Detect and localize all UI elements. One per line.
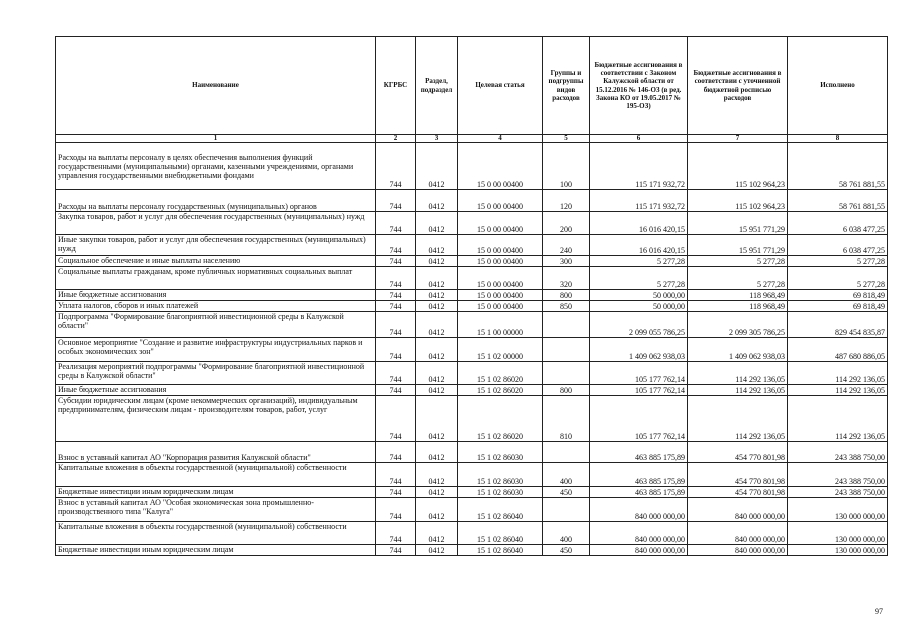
row-name: Реализация мероприятий подпрограммы "Формирование благоприятной инвестиционной среды в Калужской области" [56,362,376,385]
row-group [543,442,590,463]
row-group: 320 [543,267,590,290]
table-row [56,338,888,362]
row-refined: 454 770 801,98 [688,463,788,487]
row-section: 0412 [416,312,458,338]
row-executed: 69 818,49 [788,290,888,301]
table-row [56,498,888,522]
row-name: Капитальные вложения в объекты государственной (муниципальной) собственности [56,463,376,487]
row-kgrbs: 744 [376,290,416,301]
row-group: 240 [543,235,590,256]
row-article: 15 0 00 00400 [458,290,543,301]
row-executed: 487 680 886,05 [788,338,888,362]
column-number: 2 [376,135,416,143]
row-kgrbs: 744 [376,463,416,487]
budget-report-sheet [55,36,887,556]
row-name: Расходы на выплаты персоналу государственных (муниципальных) органов [56,190,376,212]
row-section: 0412 [416,190,458,212]
row-plan: 105 177 762,14 [590,385,688,396]
row-name: Подпрограмма "Формирование благоприятной инвестиционной среды в Калужской области" [56,312,376,338]
row-name: Закупка товаров, работ и услуг для обеспечения государственных (муниципальных) нужд [56,212,376,235]
row-plan: 840 000 000,00 [590,545,688,556]
row-article: 15 1 02 86020 [458,385,543,396]
row-name: Иные бюджетные ассигнования [56,290,376,301]
row-section: 0412 [416,442,458,463]
table-row [56,301,888,312]
row-name: Социальные выплаты гражданам, кроме публичных нормативных социальных выплат [56,267,376,290]
row-executed: 114 292 136,05 [788,385,888,396]
row-name: Основное мероприятие "Создание и развитие инфраструктуры индустриальных парков и особых экономических зон" [56,338,376,362]
row-refined: 2 099 305 786,25 [688,312,788,338]
header-kgrbs: КГРБС [376,37,416,135]
row-refined: 5 277,28 [688,256,788,267]
row-article: 15 1 02 86030 [458,442,543,463]
row-name: Капитальные вложения в объекты государственной (муниципальной) собственности [56,522,376,545]
row-kgrbs: 744 [376,267,416,290]
row-name: Взнос в уставный капитал АО "Особая экономическая зона промышленно-производственного типа "Калуга" [56,498,376,522]
row-kgrbs: 744 [376,385,416,396]
row-executed: 243 388 750,00 [788,442,888,463]
row-plan: 840 000 000,00 [590,498,688,522]
column-number: 1 [56,135,376,143]
row-group: 100 [543,143,590,190]
row-section: 0412 [416,522,458,545]
column-number: 7 [688,135,788,143]
row-executed: 130 000 000,00 [788,545,888,556]
table-row [56,143,888,190]
row-group: 300 [543,256,590,267]
row-name: Уплата налогов, сборов и иных платежей [56,301,376,312]
table-row [56,190,888,212]
row-article: 15 0 00 00400 [458,212,543,235]
row-plan: 840 000 000,00 [590,522,688,545]
row-kgrbs: 744 [376,442,416,463]
row-executed: 5 277,28 [788,256,888,267]
row-refined: 15 951 771,29 [688,212,788,235]
row-section: 0412 [416,301,458,312]
row-executed: 114 292 136,05 [788,396,888,442]
row-executed: 58 761 881,55 [788,143,888,190]
row-name: Бюджетные инвестиции иным юридическим лицам [56,545,376,556]
row-plan: 463 885 175,89 [590,487,688,498]
row-article: 15 0 00 00400 [458,301,543,312]
row-article: 15 1 02 86030 [458,463,543,487]
row-article: 15 1 02 86020 [458,396,543,442]
table-row [56,267,888,290]
table-row [56,385,888,396]
row-refined: 115 102 964,23 [688,143,788,190]
table-row [56,290,888,301]
row-section: 0412 [416,396,458,442]
row-executed: 6 038 477,25 [788,235,888,256]
row-plan: 16 016 420,15 [590,212,688,235]
column-number-row [56,135,888,143]
row-section: 0412 [416,212,458,235]
row-section: 0412 [416,267,458,290]
row-refined: 118 968,49 [688,290,788,301]
row-plan: 105 177 762,14 [590,396,688,442]
row-plan: 50 000,00 [590,290,688,301]
row-kgrbs: 744 [376,190,416,212]
row-article: 15 1 02 86020 [458,362,543,385]
row-group [543,338,590,362]
row-plan: 115 171 932,72 [590,190,688,212]
table-row [56,396,888,442]
row-section: 0412 [416,385,458,396]
row-plan: 5 277,28 [590,267,688,290]
row-article: 15 1 02 86030 [458,487,543,498]
row-refined: 118 968,49 [688,301,788,312]
header-executed: Исполнено [788,37,888,135]
table-body [56,143,888,556]
column-number: 8 [788,135,888,143]
row-section: 0412 [416,487,458,498]
row-name: Иные бюджетные ассигнования [56,385,376,396]
row-article: 15 0 00 00400 [458,143,543,190]
row-refined: 5 277,28 [688,267,788,290]
row-group: 850 [543,301,590,312]
row-refined: 114 292 136,05 [688,385,788,396]
row-executed: 130 000 000,00 [788,522,888,545]
row-executed: 243 388 750,00 [788,463,888,487]
row-section: 0412 [416,362,458,385]
row-article: 15 1 00 00000 [458,312,543,338]
row-group [543,312,590,338]
row-kgrbs: 744 [376,362,416,385]
column-number: 6 [590,135,688,143]
row-executed: 58 761 881,55 [788,190,888,212]
header-refined-allocations: Бюджетные ассигнования в соответствии с уточненной бюджетной росписью расходов [688,37,788,135]
row-kgrbs: 744 [376,212,416,235]
row-name: Социальное обеспечение и иные выплаты населению [56,256,376,267]
row-kgrbs: 744 [376,522,416,545]
row-refined: 115 102 964,23 [688,190,788,212]
row-plan: 50 000,00 [590,301,688,312]
row-section: 0412 [416,256,458,267]
header-law-allocations: Бюджетные ассигнования в соответствии с Законом Калужской области от 15.12.2016 № 146-ОЗ (в ред. Закона КО от 19.05.2017 № 195-ОЗ) [590,37,688,135]
row-group: 450 [543,545,590,556]
row-group: 120 [543,190,590,212]
row-group: 800 [543,290,590,301]
table-row [56,235,888,256]
row-refined: 840 000 000,00 [688,522,788,545]
budget-table [55,36,888,556]
row-plan: 1 409 062 938,03 [590,338,688,362]
row-executed: 69 818,49 [788,301,888,312]
column-number: 4 [458,135,543,143]
header-expense-group: Группы и подгруппы видов расходов [543,37,590,135]
table-row [56,312,888,338]
row-refined: 840 000 000,00 [688,545,788,556]
row-group: 200 [543,212,590,235]
table-row [56,522,888,545]
row-group: 400 [543,522,590,545]
row-article: 15 1 02 86040 [458,545,543,556]
row-section: 0412 [416,290,458,301]
header-section: Раздел, подраздел [416,37,458,135]
row-executed: 243 388 750,00 [788,487,888,498]
row-refined: 454 770 801,98 [688,442,788,463]
row-name: Взнос в уставный капитал АО "Корпорация развития Калужской области" [56,442,376,463]
row-group: 800 [543,385,590,396]
row-refined: 114 292 136,05 [688,362,788,385]
table-row [56,463,888,487]
row-group: 810 [543,396,590,442]
table-row [56,442,888,463]
row-section: 0412 [416,463,458,487]
table-row [56,362,888,385]
page-number: 97 [875,607,883,616]
header-target-article: Целевая статья [458,37,543,135]
row-executed: 114 292 136,05 [788,362,888,385]
row-kgrbs: 744 [376,396,416,442]
row-group: 400 [543,463,590,487]
row-section: 0412 [416,545,458,556]
row-plan: 105 177 762,14 [590,362,688,385]
row-article: 15 0 00 00400 [458,190,543,212]
row-executed: 5 277,28 [788,267,888,290]
row-kgrbs: 744 [376,301,416,312]
row-refined: 1 409 062 938,03 [688,338,788,362]
row-plan: 16 016 420,15 [590,235,688,256]
row-plan: 463 885 175,89 [590,442,688,463]
table-row [56,256,888,267]
row-group [543,362,590,385]
table-row [56,212,888,235]
row-name: Бюджетные инвестиции иным юридическим лицам [56,487,376,498]
row-plan: 115 171 932,72 [590,143,688,190]
row-section: 0412 [416,143,458,190]
row-group [543,498,590,522]
row-kgrbs: 744 [376,235,416,256]
row-refined: 15 951 771,29 [688,235,788,256]
row-article: 15 1 02 86040 [458,498,543,522]
header-name: Наименование [56,37,376,135]
row-article: 15 1 02 00000 [458,338,543,362]
row-kgrbs: 744 [376,498,416,522]
row-kgrbs: 744 [376,338,416,362]
column-number: 3 [416,135,458,143]
row-executed: 130 000 000,00 [788,498,888,522]
table-row [56,545,888,556]
table-row [56,487,888,498]
row-executed: 829 454 835,87 [788,312,888,338]
row-section: 0412 [416,338,458,362]
row-executed: 6 038 477,25 [788,212,888,235]
row-kgrbs: 744 [376,256,416,267]
row-article: 15 0 00 00400 [458,235,543,256]
row-section: 0412 [416,498,458,522]
row-refined: 454 770 801,98 [688,487,788,498]
row-group: 450 [543,487,590,498]
row-plan: 463 885 175,89 [590,463,688,487]
row-kgrbs: 744 [376,545,416,556]
row-kgrbs: 744 [376,143,416,190]
row-kgrbs: 744 [376,312,416,338]
row-refined: 840 000 000,00 [688,498,788,522]
row-refined: 114 292 136,05 [688,396,788,442]
row-plan: 5 277,28 [590,256,688,267]
row-kgrbs: 744 [376,487,416,498]
row-article: 15 1 02 86040 [458,522,543,545]
column-number: 5 [543,135,590,143]
header-row [56,37,888,135]
row-article: 15 0 00 00400 [458,256,543,267]
row-section: 0412 [416,235,458,256]
row-article: 15 0 00 00400 [458,267,543,290]
row-plan: 2 099 055 786,25 [590,312,688,338]
row-name: Субсидии юридическим лицам (кроме некоммерческих организаций), индивидуальным предпринимателям, физическим лицам - производителям товаров, работ, услуг [56,396,376,442]
row-name: Расходы на выплаты персоналу в целях обеспечения выполнения функций государственными (муниципальными) органами, казенными учреждениями, органами управления государственными внебюджетными фондами [56,143,376,190]
row-name: Иные закупки товаров, работ и услуг для обеспечения государственных (муниципальных) нужд [56,235,376,256]
